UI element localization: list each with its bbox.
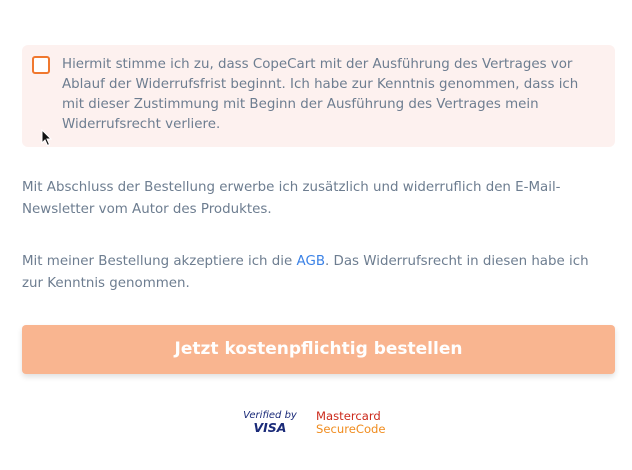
newsletter-text: Mit Abschluss der Bestellung erwerbe ich zusätzlich und widerruflich den E-Mail-Newsletter vom Autor des Produktes.	[22, 180, 561, 217]
consent-checkbox[interactable]	[32, 56, 50, 74]
mastercard-securecode-logo	[316, 410, 386, 436]
mastercard-line2: SecureCode	[316, 422, 386, 436]
mouse-pointer-icon	[41, 129, 53, 147]
order-button[interactable]: Jetzt kostenpflichtig bestellen	[22, 325, 615, 374]
terms-text-after: . Das Widerrufsrecht in diesen habe ich zur Kenntnis genommen.	[22, 254, 589, 291]
verified-by-visa-logo	[241, 410, 299, 435]
terms-text	[22, 251, 612, 295]
consent-text: Hiermit stimme ich zu, dass CopeCart mit der Ausführung des Vertrages vor Ablauf der Widerrufsfrist beginnt. Ich habe zur Kenntnis genommen, dass ich mit dieser Zustimmung mit Beginn der Ausführung des Vertrages mein Widerrufsrecht verliere.	[62, 57, 579, 132]
agb-link[interactable]: AGB	[296, 254, 326, 269]
consent-box	[22, 45, 615, 147]
visa-line1: Verified by	[243, 410, 297, 421]
payment-badges	[0, 408, 632, 440]
terms-text-before: Mit meiner Bestellung akzeptiere ich die	[22, 254, 297, 269]
visa-line2: VISA	[253, 420, 287, 435]
mastercard-line1: Mastercard	[316, 409, 381, 423]
